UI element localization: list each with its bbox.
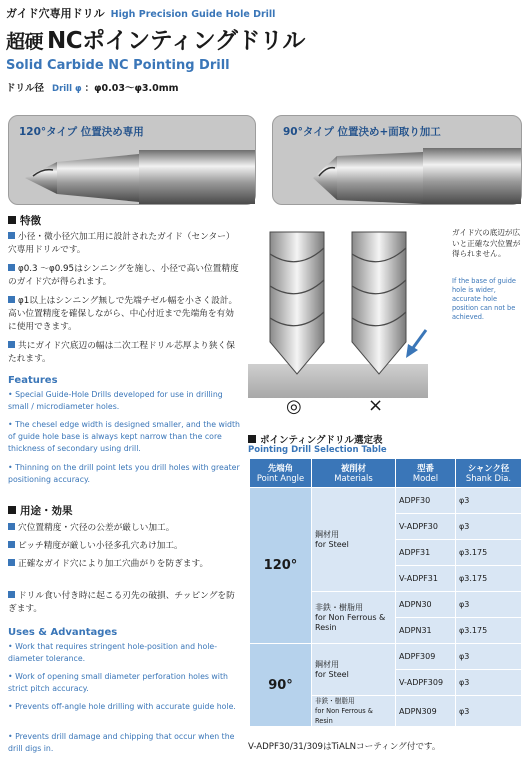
diameter-label-en: Drill φ [52,84,82,94]
selection-table [249,458,522,727]
panel-120-title: 120°タイプ 位置決め専用 [19,126,144,138]
use-item: 正確なガイド穴により加工穴曲がりを防ぎます。 [8,558,240,571]
panel-120-type [8,115,256,205]
diameter-line [6,80,179,94]
use-item-en: • Work of opening small diameter perforation holes with strict pitch accuracy. [8,672,228,693]
title-prefix: 超硬 [6,31,44,53]
material-cell: 非鉄・樹脂用 for Non Ferrous & Resin [312,696,396,727]
blue-square-bullet-icon [8,296,15,303]
feature-item: φ1以上はシンニング無しで先端チゼル幅を小さく設計。高い位置精度を確保しながら、中心付近まで先端角を有効に使用できます。 [8,296,238,332]
feature-item: 小径・微小径穴加工用に設計されたガイド（センター）穴専用ドリルです。 [8,232,235,255]
angle-cell: 120° [250,488,312,644]
category-en: High Precision Guide Hole Drill [110,9,276,20]
blue-square-bullet-icon [8,232,15,239]
model-cell: ADPF309 [396,644,456,670]
header-point-angle: 先端角 Point Angle [250,459,312,488]
model-cell: V-ADPF31 [396,566,456,592]
use-item-en: • Work that requires stringent hole-position and hole-diameter tolerance. [8,642,218,663]
feature-item-en: • Special Guide-Hole Drills developed for use in drilling small / microdiameter holes. [8,390,223,411]
model-cell: V-ADPF30 [396,514,456,540]
material-cell: 非鉄・樹脂用 for Non Ferrous & Resin [312,592,396,644]
table-subtitle: Pointing Drill Selection Table [248,445,387,455]
feature-item-en: • The chesel edge width is designed smaller, and the width of guide hole base is always kept narrow than the core thickness of secondary using drill. [8,420,240,453]
blue-square-bullet-icon [8,341,15,348]
table-note: V-ADPF30/31/309はTiALNコーティング付です。 [248,742,441,752]
table-row [250,488,522,514]
header-shank: シャンク径 Shank Dia. [456,459,522,488]
panel-90-type [272,115,522,205]
shank-cell: φ3 [456,644,522,670]
model-cell: ADPN31 [396,618,456,644]
shank-cell: φ3.175 [456,540,522,566]
use-item-en: • Prevents drill damage and chipping that occur when the drill digs in. [8,732,235,753]
diagram-note-en: If the base of guide hole is wider, accurate hole position can not be achieved. [452,277,516,321]
category-jp: ガイド穴専用ドリル [6,7,105,20]
feature-item: φ0.3 〜φ0.95はシンニングを施し、小径で高い位置精度のガイド穴が得られます。 [8,264,239,287]
model-cell: ADPF30 [396,488,456,514]
title-main: NCポインティングドリル [47,28,305,54]
blue-square-bullet-icon [8,559,15,566]
use-item-en: • Prevents off-angle hole drilling with accurate guide hole. [8,702,236,711]
shank-cell: φ3.175 [456,566,522,592]
model-cell: ADPN309 [396,696,456,727]
diameter-label-jp: ドリル径 [6,83,45,94]
shank-cell: φ3 [456,696,522,727]
use-item: ピッチ精度が厳しい小径多孔穴あけ加工。 [8,540,240,553]
model-cell: V-ADPF309 [396,670,456,696]
shank-cell: φ3 [456,670,522,696]
diameter-range: ：φ0.03〜φ3.0mm [84,83,179,94]
model-cell: ADPF31 [396,540,456,566]
panel-90-title: 90°タイプ 位置決め+面取り加工 [283,126,441,138]
square-bullet-icon [8,506,16,514]
blue-square-bullet-icon [8,523,15,530]
header-materials: 被削材 Materials [312,459,396,488]
model-cell: ADPN30 [396,592,456,618]
table-header-row [250,459,522,488]
good-symbol: ◎ [286,396,302,417]
square-bullet-icon [248,435,256,443]
features-heading: 特徴 [8,213,41,228]
title-en: Solid Carbide NC Pointing Drill [6,58,230,73]
use-item: 穴位置精度・穴径の公差が厳しい加工。 [8,522,240,535]
bad-symbol: × [368,395,384,416]
material-cell: 鋼材用 for Steel [312,488,396,592]
blue-square-bullet-icon [8,541,15,548]
square-bullet-icon [8,216,16,224]
guide-hole-diagram [248,224,428,424]
blue-square-bullet-icon [8,591,15,598]
shank-cell: φ3 [456,488,522,514]
shank-cell: φ3.175 [456,618,522,644]
diagram-note-jp: ガイド穴の底辺が広いと正確な穴位置が得られません。 [452,228,521,258]
feature-item-en: • Thinning on the drill point lets you drill holes with greater positioning accuracy. [8,463,240,484]
uses-heading-en: Uses & Advantages [8,627,118,638]
shank-cell: φ3 [456,592,522,618]
feature-item: 共にガイド穴底辺の幅は二次工程ドリル芯厚より狭く保たれます。 [8,341,235,364]
category-line [6,5,275,21]
shank-cell: φ3 [456,514,522,540]
page-title [6,22,305,55]
use-item: ドリル食い付き時に起こる刃先の破損、チッピングを防ぎます。 [8,591,235,614]
blue-square-bullet-icon [8,264,15,271]
table-title: ポインティングドリル選定表 [248,432,383,446]
material-cell: 鋼材用 for Steel [312,644,396,696]
header-model: 型番 Model [396,459,456,488]
angle-cell: 90° [250,644,312,727]
table-row [250,644,522,670]
features-heading-en: Features [8,375,58,386]
uses-heading: 用途・効果 [8,503,73,518]
